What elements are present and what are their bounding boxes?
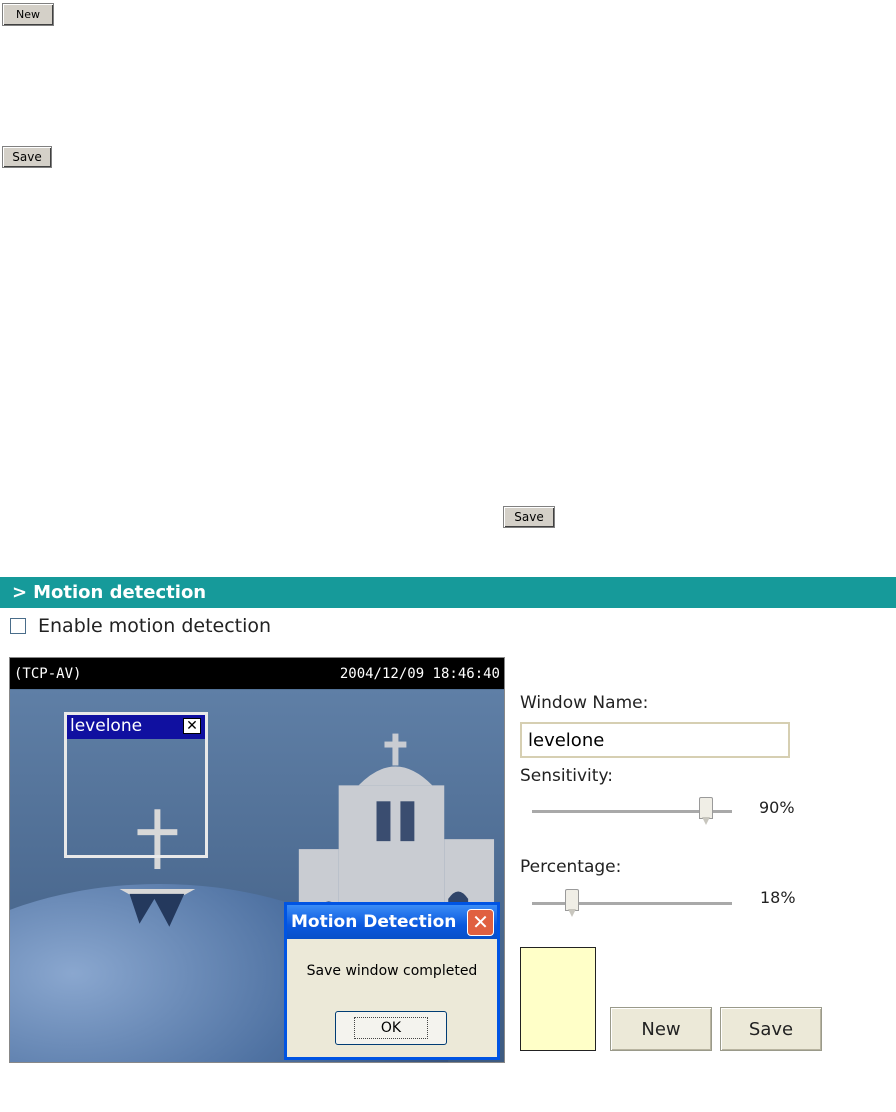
sensitivity-thumb[interactable] — [699, 797, 713, 819]
motion-window-name: levelone — [70, 716, 143, 736]
motion-window-levelone[interactable] — [64, 712, 208, 858]
percentage-thumb[interactable] — [565, 889, 579, 911]
percentage-value: 18% — [760, 888, 796, 907]
new-button-top[interactable]: New — [2, 3, 54, 26]
enable-motion-label: Enable motion detection — [38, 615, 272, 637]
enable-motion-row — [10, 615, 271, 637]
sensitivity-slider[interactable] — [532, 797, 732, 827]
ok-button[interactable] — [335, 1011, 447, 1045]
close-icon[interactable]: ✕ — [183, 718, 201, 734]
section-title: Motion detection — [33, 582, 207, 603]
save-button-top[interactable]: Save — [2, 146, 52, 168]
video-source-label: (TCP-AV) — [14, 665, 82, 682]
video-preview[interactable] — [9, 657, 505, 1063]
video-timestamp: 2004/12/09 18:46:40 — [339, 665, 500, 682]
percentage-track — [532, 902, 732, 906]
ok-button-label: OK — [354, 1017, 428, 1039]
save-button-middle[interactable]: Save — [503, 506, 555, 528]
window-name-input[interactable] — [520, 722, 790, 758]
dialog-close-icon[interactable]: ✕ — [467, 909, 494, 936]
dialog-message: Save window completed — [306, 963, 478, 979]
percentage-label: Percentage: — [520, 857, 622, 877]
window-color-swatch[interactable] — [520, 947, 596, 1051]
window-name-label: Window Name: — [520, 693, 649, 713]
save-confirmation-dialog — [284, 902, 500, 1060]
section-arrow-icon: > — [12, 582, 28, 603]
percentage-slider[interactable] — [532, 889, 732, 919]
sensitivity-label: Sensitivity: — [520, 766, 613, 786]
enable-motion-checkbox[interactable] — [10, 618, 26, 634]
sensitivity-value: 90% — [759, 798, 795, 817]
section-header — [0, 577, 896, 608]
save-window-button[interactable]: Save — [720, 1007, 822, 1051]
dialog-title: Motion Detection — [287, 905, 497, 939]
video-status-bar — [10, 658, 504, 689]
new-window-button[interactable]: New — [610, 1007, 712, 1051]
